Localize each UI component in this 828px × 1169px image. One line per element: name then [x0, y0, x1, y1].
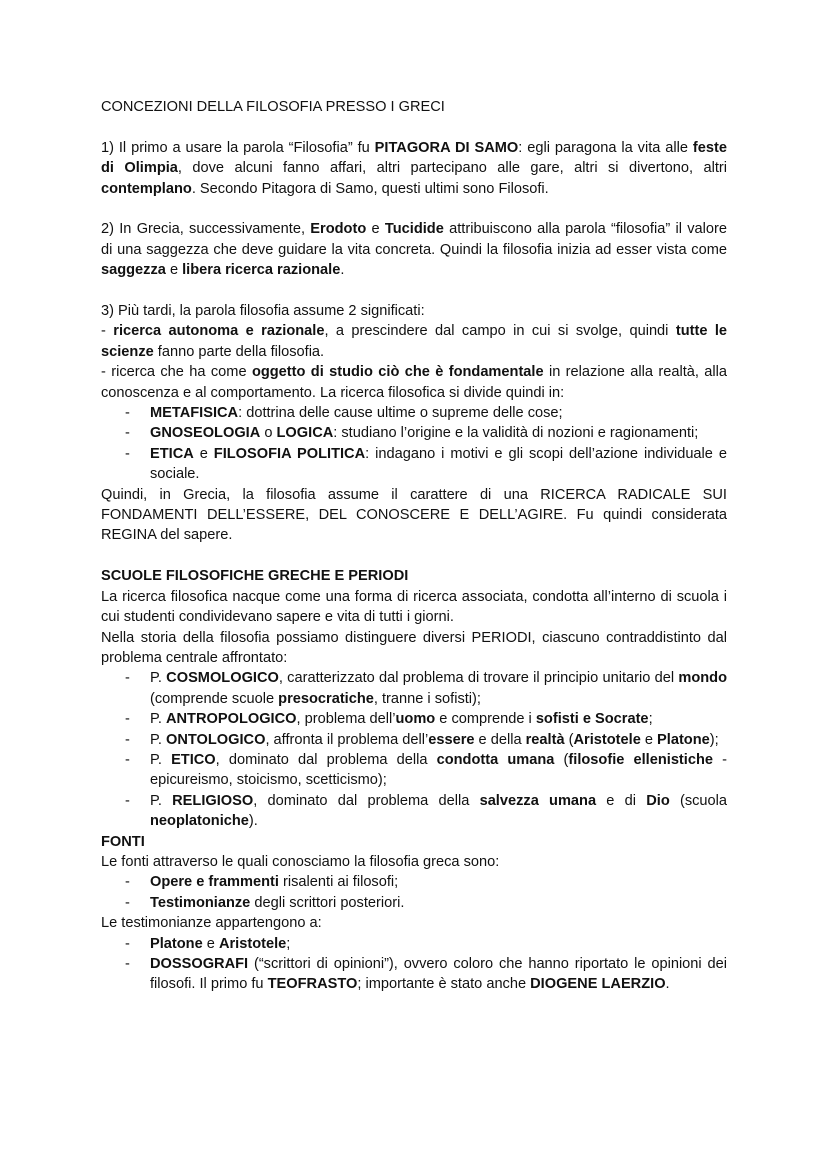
bold-text: mondo [678, 670, 727, 687]
text-run: ); [709, 731, 719, 748]
bold-text: ONTOLOGICO [165, 731, 266, 748]
list-item [101, 954, 727, 995]
bold-text: Dio [646, 792, 670, 809]
text-run: 1) Il primo a usare la parola “Filosofia” fu [101, 139, 375, 156]
bold-text: Aristotele [218, 935, 287, 952]
list-item [101, 668, 727, 709]
text-run: 2) In Grecia, successivamente, [101, 221, 311, 238]
text-run: : dottrina delle cause ultime o supreme delle cose; [238, 405, 563, 422]
text-run: P. [150, 670, 167, 687]
document-title [101, 97, 727, 117]
bullet-list [101, 934, 727, 995]
bold-text: Testimonianze [150, 894, 251, 911]
paragraph [101, 362, 727, 403]
bold-text: tutte le scienze [101, 323, 728, 360]
text-run: degli scrittori posteriori. [250, 894, 405, 911]
text-run: e [202, 935, 219, 952]
list-item [101, 730, 727, 750]
dash-bullet-icon: - [125, 731, 130, 748]
text-run: La ricerca filosofica nacque come una forma di ricerca associata, condotta all’interno di scuola i cui studenti condividevano sapere e vita di tutti i giorni. [101, 588, 727, 626]
paragraph [101, 913, 727, 933]
bold-text: ETICA [150, 445, 194, 462]
bullet-list [101, 872, 727, 913]
bold-text: libera ricerca razionale [182, 262, 341, 279]
bold-text: presocratiche [278, 690, 374, 707]
paragraph [101, 301, 727, 321]
bold-text: feste di Olimpia [101, 139, 727, 177]
text-run: Quindi, in Grecia, la filosofia assume il carattere di una RICERCA RADICALE SUI FONDAMENTI DELL’ESSERE, DEL CONOSCERE E DELL’AGIRE. Fu quindi considerata REGINA del sapere. [101, 486, 727, 544]
bold-text: Tucidide [384, 221, 444, 238]
text-run: P. [150, 731, 166, 748]
bold-text: METAFISICA [150, 405, 239, 422]
text-run: (comprende scuole [150, 690, 279, 707]
bold-text: GNOSEOLOGIA [150, 425, 261, 442]
text-run: , dominato dal problema della [215, 751, 437, 768]
text-run: : studiano l’origine e la validità di nozioni e ragionamenti; [333, 425, 699, 442]
paragraph [101, 321, 727, 362]
text-run: e [165, 262, 183, 279]
dash-bullet-icon: - [125, 405, 130, 422]
bold-text: RELIGIOSO [172, 792, 254, 809]
text-run: ). [248, 813, 258, 830]
text-run: ( [554, 751, 569, 768]
bold-text: DOSSOGRAFI [150, 956, 249, 972]
section-heading [101, 832, 727, 852]
bold-text: oggetto di studio ciò che è fondamentale [251, 364, 544, 381]
text-run: : indagano i motivi e gli scopi dell’azione individuale e sociale. [150, 445, 727, 483]
text-run: attribuiscono alla parola “filosofia” il valore di una saggezza che deve guidare la vita concreta. Quindi la filosofia inizia ad esser vista come [101, 221, 727, 258]
text-run: Le testimonianze appartengono a: [101, 915, 322, 932]
bold-text: Platone [150, 935, 203, 952]
list-item [101, 423, 727, 443]
bold-text: ANTROPOLOGICO [165, 711, 297, 728]
text-run: e della [474, 731, 526, 748]
list-item [101, 934, 727, 954]
text-run: in relazione alla realtà, alla conoscenza e al comportamento. La ricerca filosofica si divide quindi in: [101, 364, 727, 401]
text-run: P. [150, 711, 166, 728]
text-run: - ricerca che ha come [101, 364, 252, 381]
text-run: ; [648, 711, 653, 728]
document-page [101, 97, 727, 995]
text-run: , dominato dal problema della [253, 792, 480, 809]
text-run: . [340, 262, 345, 279]
text-run: , affronta il problema dell’ [265, 731, 429, 748]
text-run: P. [150, 751, 172, 768]
dash-bullet-icon: - [125, 792, 130, 809]
text-run: 3) Più tardi, la parola filosofia assume 2 significati: [101, 303, 425, 320]
bold-text: ETICO [171, 751, 216, 768]
bullet-list [101, 668, 727, 831]
paragraph [101, 485, 727, 546]
text-run: - epicureismo, stoicismo, scetticismo); [150, 751, 728, 789]
bold-text: filosofie ellenistiche [568, 751, 713, 768]
text-run: e [193, 445, 214, 462]
dash-bullet-icon: - [125, 670, 130, 687]
dash-bullet-icon: - [125, 445, 130, 462]
bold-text: PITAGORA DI SAMO [374, 139, 519, 156]
text-run: , caratterizzato dal problema di trovare il principio unitario del [278, 670, 679, 687]
list-item [101, 403, 727, 423]
bold-text: sofisti e Socrate [535, 711, 649, 728]
dash-bullet-icon: - [125, 425, 130, 442]
text-run: risalenti ai filosofi; [278, 874, 399, 891]
dash-bullet-icon: - [125, 874, 130, 891]
bold-text: LOGICA [276, 425, 334, 442]
bold-text: Erodoto [310, 221, 367, 238]
section-heading [101, 566, 727, 586]
text-run: Le fonti attraverso le quali conosciamo la filosofia greca sono: [101, 853, 500, 870]
bold-text: condotta umana [436, 751, 555, 768]
text-run: ( [564, 731, 574, 748]
text-run: : egli paragona la vita alle [518, 139, 693, 156]
dash-bullet-icon: - [125, 956, 130, 972]
bold-text: uomo [395, 711, 436, 728]
dash-bullet-icon: - [125, 711, 130, 728]
text-run: P. [150, 792, 173, 809]
text-run: fanno parte della filosofia. [153, 343, 325, 360]
list-item [101, 709, 727, 729]
list-item [101, 893, 727, 913]
text-run: ; importante è stato anche [357, 976, 531, 993]
list-item [101, 872, 727, 892]
list-item [101, 791, 727, 832]
paragraph [101, 852, 727, 872]
text-run: e di [596, 792, 647, 809]
bold-text: COSMOLOGICO [166, 670, 279, 687]
bold-text: DIOGENE LAERZIO [530, 976, 666, 993]
text-run: (scuola [669, 792, 728, 809]
dash-bullet-icon: - [125, 894, 130, 911]
text-run: . [665, 976, 670, 993]
text-run: Nella storia della filosofia possiamo distinguere diversi PERIODI, ciascuno contraddistinto dal problema centrale affrontato: [101, 629, 727, 666]
text-run: CONCEZIONI DELLA FILOSOFIA PRESSO I GRECI [101, 99, 445, 115]
text-run: , problema dell’ [296, 711, 396, 728]
list-item [101, 750, 727, 791]
paragraph [101, 219, 727, 280]
list-item [101, 444, 727, 485]
bold-text: TEOFRASTO [267, 976, 358, 993]
bullet-list [101, 403, 727, 485]
text-run: e [640, 731, 658, 748]
bold-text: salvezza umana [479, 792, 597, 809]
text-run: - [101, 323, 114, 340]
text-run: , tranne i sofisti); [373, 690, 481, 707]
text-run: (“scrittori di opinioni”), ovvero coloro che hanno riportato le opinioni dei filosofi. Il primo fu [150, 956, 727, 993]
dash-bullet-icon: - [125, 751, 130, 768]
paragraph [101, 138, 727, 199]
bold-text: neoplatoniche [150, 813, 249, 830]
bold-text: Aristotele [573, 731, 641, 748]
dash-bullet-icon: - [125, 935, 130, 952]
paragraph [101, 587, 727, 628]
bold-text: ricerca autonoma e razionale [113, 323, 325, 340]
text-run: FONTI [101, 833, 145, 850]
text-run: ; [286, 935, 291, 952]
text-run: o [260, 425, 277, 442]
text-run: e [366, 221, 385, 238]
bold-text: essere [428, 731, 475, 748]
text-run: SCUOLE FILOSOFICHE GRECHE E PERIODI [101, 568, 409, 585]
text-run: , a prescindere dal campo in cui si svolge, quindi [324, 323, 676, 340]
bold-text: Opere e frammenti [150, 874, 279, 891]
bold-text: contemplano [101, 180, 192, 197]
text-run: . Secondo Pitagora di Samo, questi ultimi sono Filosofi. [191, 180, 549, 197]
bold-text: realtà [525, 731, 565, 748]
paragraph [101, 628, 727, 669]
bold-text: saggezza [101, 262, 166, 279]
bold-text: Platone [657, 731, 710, 748]
text-run: , dove alcuni fanno affari, altri partecipano alle gare, altri si divertono, altri [177, 160, 728, 177]
text-run: e comprende i [435, 711, 536, 728]
bold-text: FILOSOFIA POLITICA [213, 445, 366, 462]
